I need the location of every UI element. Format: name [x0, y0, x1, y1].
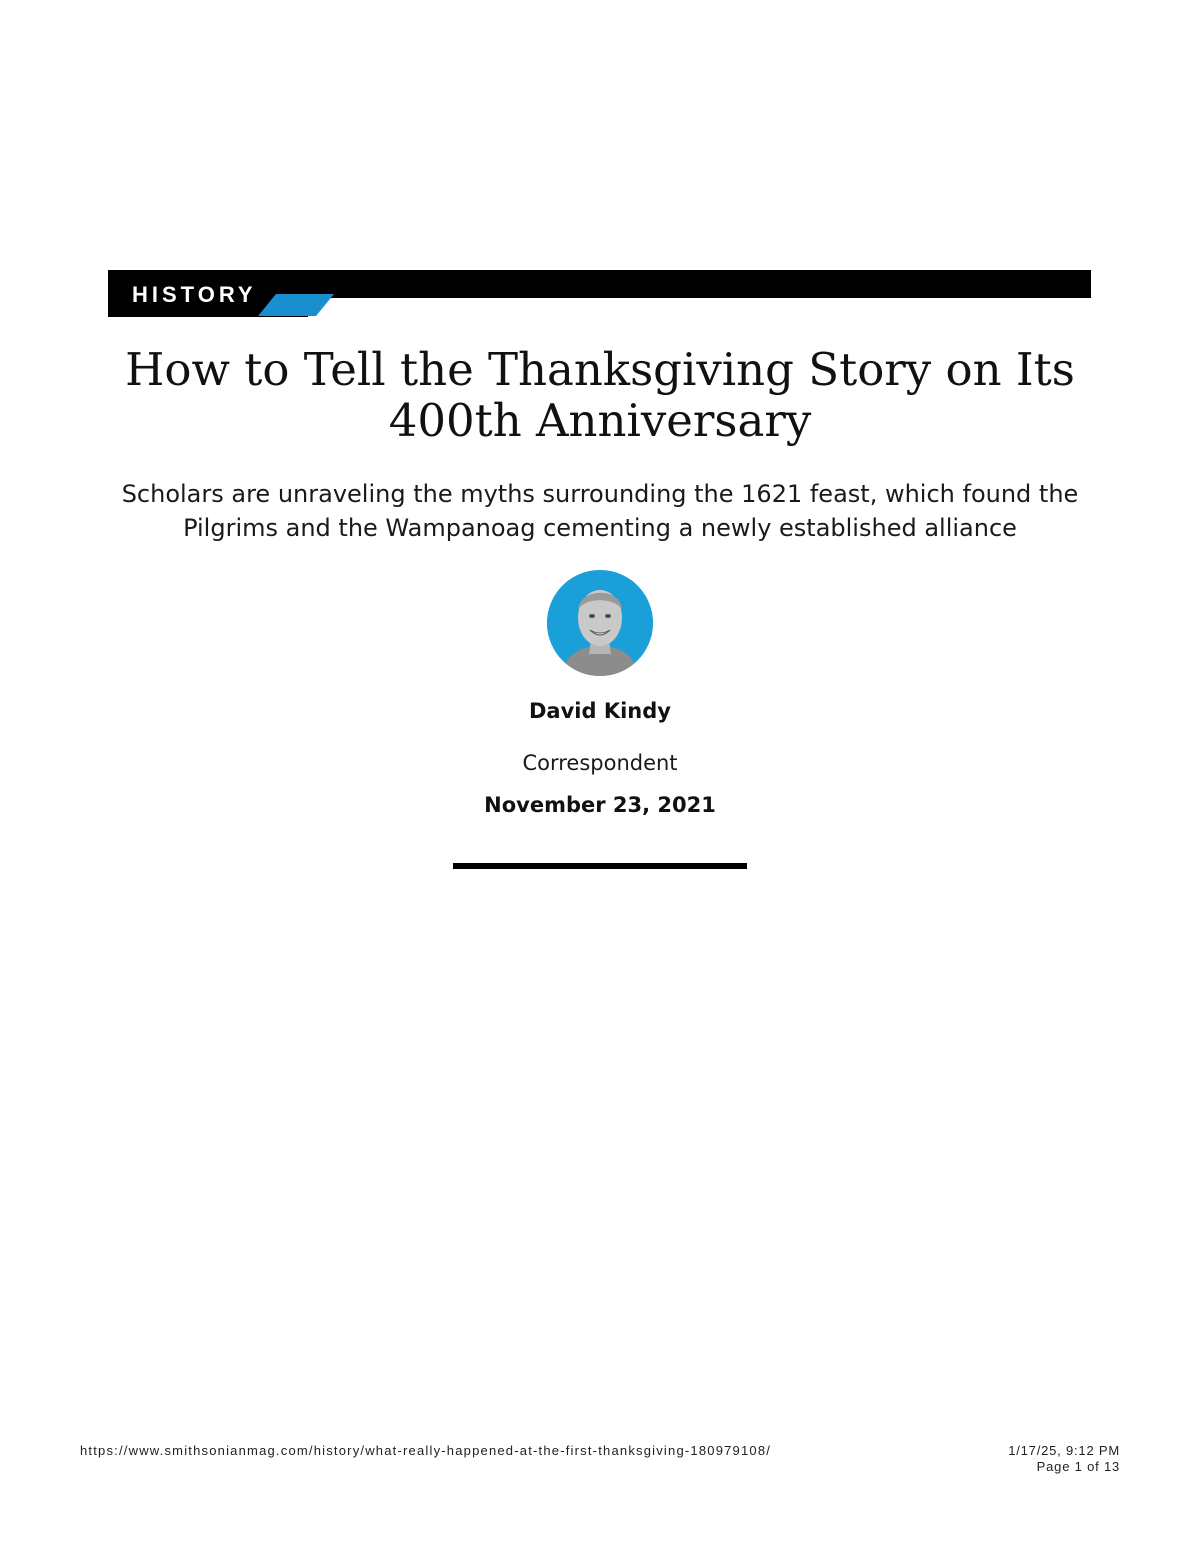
- footer-timestamp: 1/17/25, 9:12 PM: [1008, 1443, 1120, 1458]
- author-role: Correspondent: [522, 751, 678, 775]
- article-subtitle: Scholars are unraveling the myths surrounding the 1621 feast, which found the Pilgrims and the Wampanoag cementing a newly established alliance: [121, 480, 1079, 542]
- author-portrait-icon: [547, 570, 653, 676]
- header-divider: [453, 863, 747, 869]
- banner-accent-shape: [258, 294, 334, 316]
- accent-parallelogram: [258, 294, 334, 316]
- article-title: How to Tell the Thanksgiving Story on Its 400th Anniversary: [125, 343, 1075, 447]
- author-name[interactable]: David Kindy: [529, 699, 671, 723]
- section-label[interactable]: HISTORY: [132, 282, 257, 307]
- section-banner: [108, 270, 1091, 317]
- footer-meta: [1008, 1443, 1120, 1475]
- publish-date: November 23, 2021: [484, 793, 716, 817]
- footer-url[interactable]: https://www.smithsonianmag.com/history/what-really-happened-at-the-first-thanksgiving-180979108/: [80, 1443, 772, 1458]
- author-avatar[interactable]: [547, 570, 653, 676]
- footer-page-number: Page 1 of 13: [1036, 1459, 1120, 1474]
